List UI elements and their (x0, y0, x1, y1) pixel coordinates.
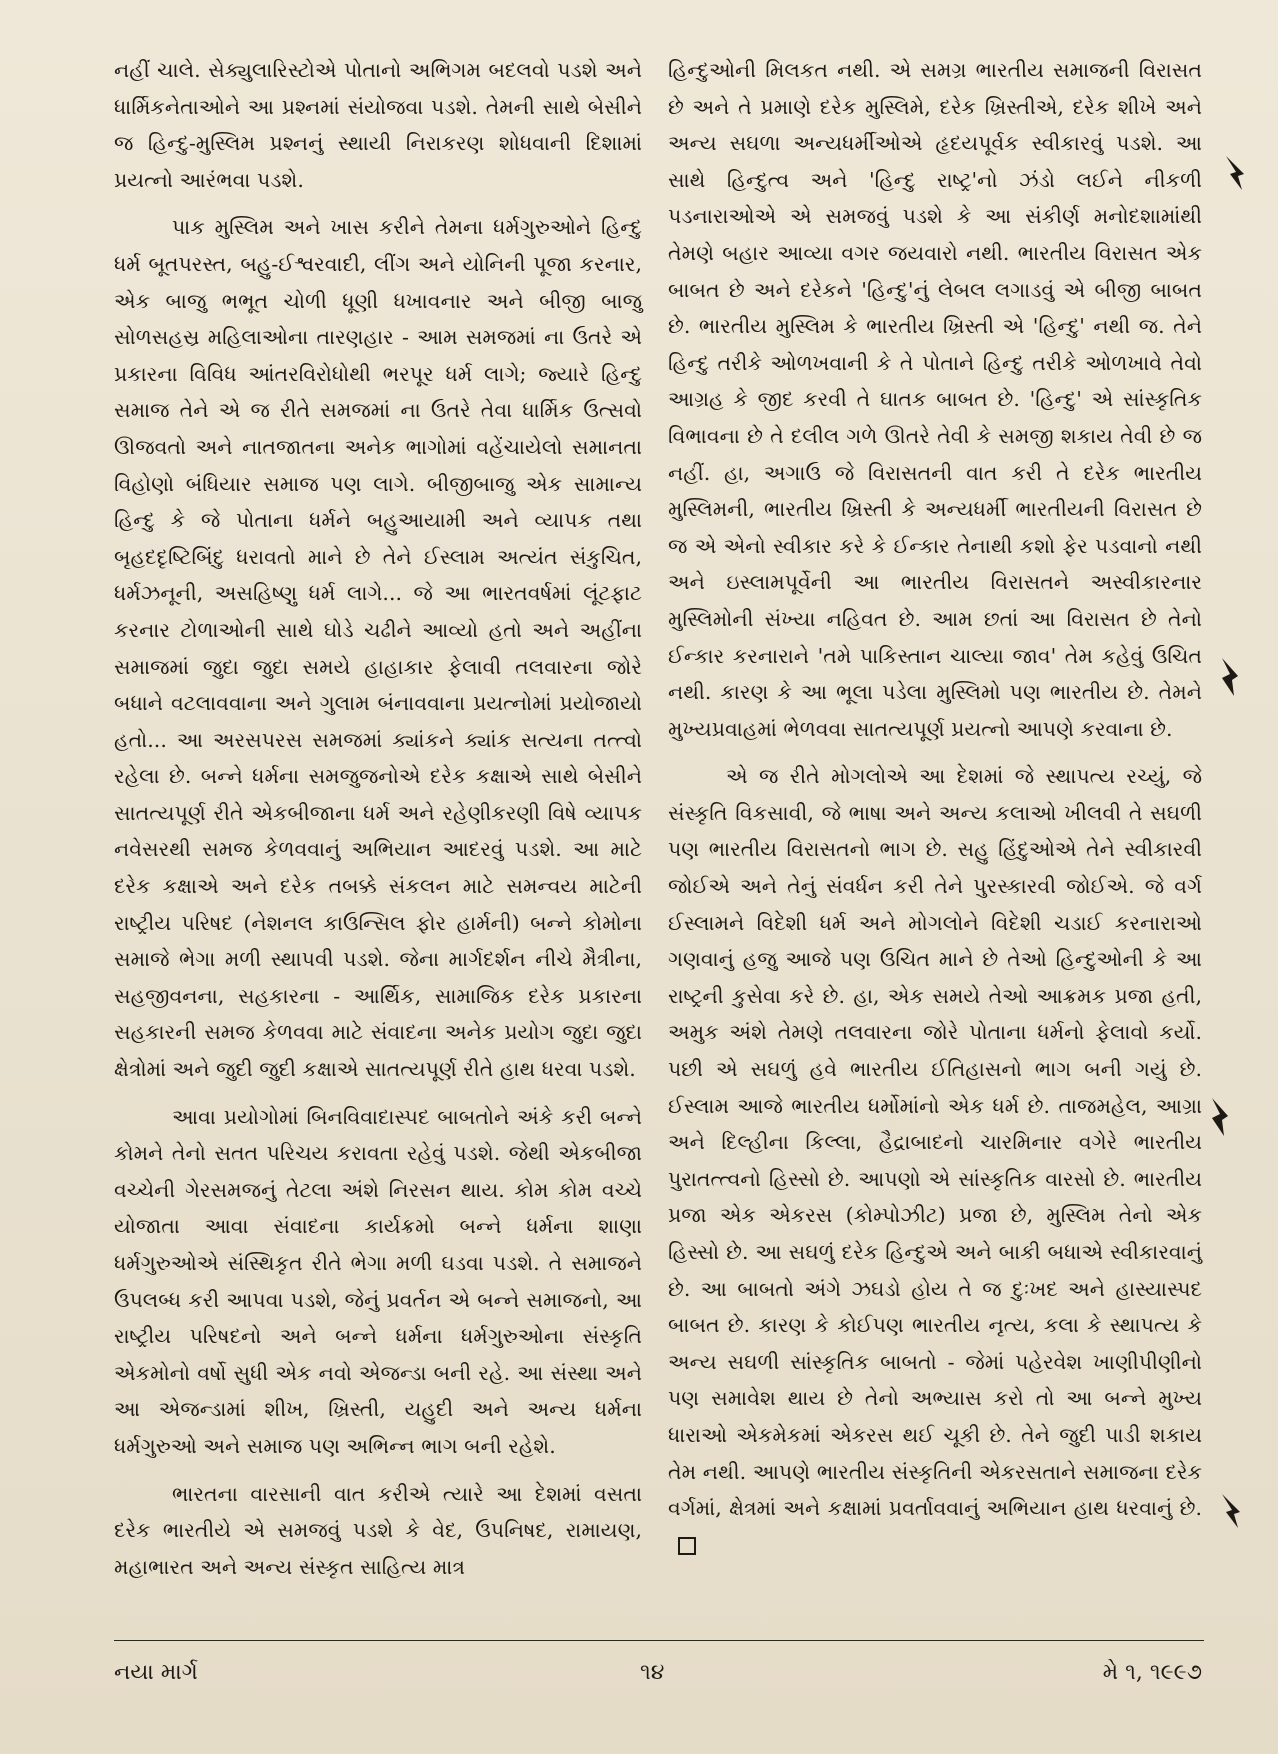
paragraph (668, 758, 1202, 1563)
margin-mark-icon (1218, 1488, 1244, 1534)
footer-rule (114, 1640, 1204, 1641)
paragraph: આવા પ્રયોગોમાં બિનવિવાદાસ્પદ બાબતોને અંકે કરી બન્ને કોમને તેનો સતત પરિચય કરાવતા રહેવું પડશે. જેથી એકબીજા વચ્ચેની ગેરસમજનું તેટલા અંશે નિરસન થાય. કોમ કોમ વચ્ચે યોજાતા આવા સંવાદના કાર્યક્રમો બન્ને ધર્મના શાણા ધર્મગુરુઓએ સંસ્થિકૃત રીતે ભેગા મળી ઘડવા પડશે. તે સમાજને ઉપલબ્ધ કરી આપવા પડશે, જેનું પ્રવર્તન એ બન્ને સમાજનો, આ રાષ્ટ્રીય પરિષદનો અને બન્ને ધર્મના ધર્મગુરુઓના સંસ્કૃતિ એકમોનો વર્ષો સુધી એક નવો એજન્ડા બની રહે. આ સંસ્થા અને આ એજન્ડામાં શીખ, ખ્રિસ્તી, યહુદી અને અન્ય ધર્મના ધર્મગુરુઓ અને સમાજ પણ અભિન્ન ભાગ બની રહેશે. (114, 1104, 642, 1458)
paragraph-text: એ જ રીતે મોગલોએ આ દેશમાં જે સ્થાપત્ય રચ્યું, જે સંસ્કૃતિ વિકસાવી, જે ભાષા અને અન્ય કલાઓ ખીલવી તે સઘળી પણ ભારતીય વિરાસતનો ભાગ છે. સહુ હિંદુઓએ તેને સ્વીકારવી જોઈએ અને તેનું સંવર્ધન કરી તેને પુરસ્કારવી જોઈએ. જે વર્ગ ઈસ્લામને વિદેશી ધર્મ અને મોગલોને વિદેશી ચડાઈ કરનારાઓ ગણવાનું હજુ આજે પણ ઉચિત માને છે તેઓ હિન્દુઓની કે આ રાષ્ટ્રની કુસેવા કરે છે. હા, એક સમયે તેઓ આક્રમક પ્રજા હતી, અમુક અંશે તેમણે તલવારના જોરે પોતાના ધર્મનો ફેલાવો કર્યો. પછી એ સઘળું હવે ભારતીય ઈતિહાસનો ભાગ બની ગયું છે. ઈસ્લામ આજે ભારતીય ધર્મોમાંનો એક ધર્મ છે. તાજમહેલ, આગ્રા અને દિલ્હીના કિલ્લા, હૈદ્રાબાદનો ચારમિનાર વગેરે ભારતીય પુરાતત્ત્વનો હિસ્સો છે. આપણો એ સાંસ્કૃતિક વારસો છે. ભારતીય પ્રજા એક એકરસ (કોમ્પોઝીટ) પ્રજા છે, મુસ્લિમ તેનો એક હિસ્સો છે. આ સઘળું દરેક હિન્દુએ અને બાકી બધાએ સ્વીકારવાનું છે. આ બાબતો અંગે ઝઘડો હોય તે જ દુઃખદ અને હાસ્યાસ્પદ બાબત છે. કારણ કે કોઈપણ ભારતીય નૃત્ય, કલા કે સ્થાપત્ય કે અન્ય સઘળી સાંસ્કૃતિક બાબતો - જેમાં પહેરવેશ ખાણીપીણીનો પણ સમાવેશ થાય છે તેનો અભ્યાસ કરો તો આ બન્ને મુખ્ય ધારાઓ એકમેકમાં એકરસ થઈ ચૂકી છે. તેને જુદી પાડી શકાય તેમ નથી. આપણે ભારતીય સંસ્કૃતિની એકરસતાને સમાજના દરેક વર્ગમાં, ક્ષેત્રમાં અને કક્ષામાં પ્રવર્તાવવાનું અભિયાન હાથ ધરવાનું છે. (668, 764, 1202, 1521)
paragraph: પાક મુસ્લિમ અને ખાસ કરીને તેમના ધર્મગુરુઓને હિન્દુ ધર્મ બૂતપરસ્ત, બહુ-ઈશ્વરવાદી, લીંગ અને યોનિની પૂજા કરનાર, એક બાજુ ભભૂત ચોળી ધૂણી ધખાવનાર અને બીજી બાજુ સોળસહસ્ર મહિલાઓના તારણહાર - આમ સમજમાં ના ઉતરે એ પ્રકારના વિવિધ આંતરવિરોધોથી ભરપૂર ધર્મ લાગે; જ્યારે હિન્દુ સમાજ તેને એ જ રીતે સમજમાં ના ઉતરે તેવા ધાર્મિક ઉત્સવો ઊજવતો અને નાતજાતના અનેક ભાગોમાં વહેંચાયેલો સમાનતા વિહોણો બંધિયાર સમાજ પણ લાગે. બીજીબાજુ એક સામાન્ય હિન્દુ કે જે પોતાના ધર્મને બહુઆયામી અને વ્યાપક તથા બૃહદદૃષ્ટિબિંદુ ધરાવતો માને છે તેને ઈસ્લામ અત્યંત સંકુચિત, ધર્મઝનૂની, અસહિષ્ણુ ધર્મ લાગે... જે આ ભારતવર્ષમાં લૂંટફાટ કરનાર ટોળાઓની સાથે ઘોડે ચઢીને આવ્યો હતો અને અહીંના સમાજમાં જુદા જુદા સમયે હાહાકાર ફેલાવી તલવારના જોરે બધાને વટલાવવાના અને ગુલામ બંનાવવાના પ્રયત્નોમાં પ્રયોજાયો હતો... આ અરસપરસ સમજમાં ક્યાંકને ક્યાંક સત્યના તત્ત્વો રહેલા છે. બન્ને ધર્મના સમજુજનોએ દરેક કક્ષાએ સાથે બેસીને સાતત્યપૂર્ણ રીતે એકબીજાના ધર્મ અને રહેણીકરણી વિષે વ્યાપક નવેસરથી સમજ કેળવવાનું અભિયાન આદરવું પડશે. આ માટે દરેક કક્ષાએ અને દરેક તબક્કે સંકલન માટે સમન્વય માટેની રાષ્ટ્રીય પરિષદ (નેશનલ કાઉન્સિલ ફોર હાર્મની) બન્ને કોમોના સમાજે ભેગા મળી સ્થાપવી પડશે. જેના માર્ગદર્શન નીચે મૈત્રીના, સહજીવનના, સહકારના - આર્થિક, સામાજિક દરેક પ્રકારના સહકારની સમજ કેળવવા માટે સંવાદના અનેક પ્રયોગ જુદા જુદા ક્ષેત્રોમાં અને જુદી જુદી કક્ષાએ સાતત્યપૂર્ણ રીતે હાથ ધરવા પડશે. (114, 215, 642, 1082)
issue-date: મે ૧, ૧૯૯૭ (1102, 1660, 1202, 1685)
margin-mark-icon (1216, 654, 1242, 700)
margin-mark-icon (1206, 1094, 1232, 1140)
left-column (114, 52, 642, 1585)
margin-mark-icon (1222, 150, 1248, 196)
paragraph: ભારતના વારસાની વાત કરીએ ત્યારે આ દેશમાં વસતા દરેક ભારતીયે એ સમજવું પડશે કે વેદ, ઉપનિષદ, રામાયણ, મહાભારત અને અન્ય સંસ્કૃત સાહિત્ય માત્ર (114, 1481, 642, 1579)
right-column (668, 52, 1202, 1563)
paragraph: નહીં ચાલે. સેક્યુલારિસ્ટોએ પોતાનો અભિગમ બદલવો પડશે અને ધાર્મિકનેતાઓને આ પ્રશ્નમાં સંયોજવા પડશે. તેમની સાથે બેસીને જ હિન્દુ-મુસ્લિમ પ્રશ્નનું સ્થાયી નિરાકરણ શોધવાની દિશામાં પ્રયત્નો આરંભવા પડશે. (114, 58, 642, 192)
page-number: ૧૪ (640, 1660, 665, 1685)
paragraph: હિન્દુઓની મિલકત નથી. એ સમગ્ર ભારતીય સમાજની વિરાસત છે અને તે પ્રમાણે દરેક મુસ્લિમે, દરેક ખ્રિસ્તીએ, દરેક શીખે અને અન્ય સઘળા અન્યધર્મીઓએ હૃદયપૂર્વક સ્વીકારવું પડશે. આ સાથે હિન્દુત્વ અને 'હિન્દુ રાષ્ટ્ર'નો ઝંડો લઈને નીકળી પડનારાઓએ એ સમજવું પડશે કે આ સંકીર્ણ મનોદશામાંથી તેમણે બહાર આવ્યા વગર જયવારો નથી. ભારતીય વિરાસત એક બાબત છે અને દરેકને 'હિન્દુ'નું લેબલ લગાડવું એ બીજી બાબત છે. ભારતીય મુસ્લિમ કે ભારતીય ખ્રિસ્તી એ 'હિન્દુ' નથી જ. તેને હિન્દુ તરીકે ઓળખવાની કે તે પોતાને હિન્દુ તરીકે ઓળખાવે તેવો આગ્રહ કે જીદ કરવી તે ઘાતક બાબત છે. 'હિન્દુ' એ સાંસ્કૃતિક વિભાવના છે તે દલીલ ગળે ઊતરે તેવી કે સમજી શકાય તેવી છે જ નહીં. હા, અગાઉ જે વિરાસતની વાત કરી તે દરેક ભારતીય મુસ્લિમની, ભારતીય ખ્રિસ્તી કે અન્યધર્મી ભારતીયની વિરાસત છે જ એ એનો સ્વીકાર કરે કે ઈન્કાર તેનાથી કશો ફેર પડવાનો નથી અને ઇસ્લામપૂર્વેની આ ભારતીય વિરાસતને અસ્વીકારનાર મુસ્લિમોની સંખ્યા નહિવત છે. આમ છતાં આ વિરાસત છે તેનો ઈન્કાર કરનારાને 'તમે પાકિસ્તાન ચાલ્યા જાવ' તેમ કહેવું ઉચિત નથી. કારણ કે આ ભૂલા પડેલા મુસ્લિમો પણ ભારતીય છે. તેમને મુખ્યપ્રવાહમાં ભેળવવા સાતત્યપૂર્ણ પ્રયત્નો આપણે કરવાના છે. (668, 58, 1202, 741)
publication-name: નયા માર્ગ (114, 1660, 198, 1685)
end-of-article-box-icon (678, 1537, 696, 1555)
